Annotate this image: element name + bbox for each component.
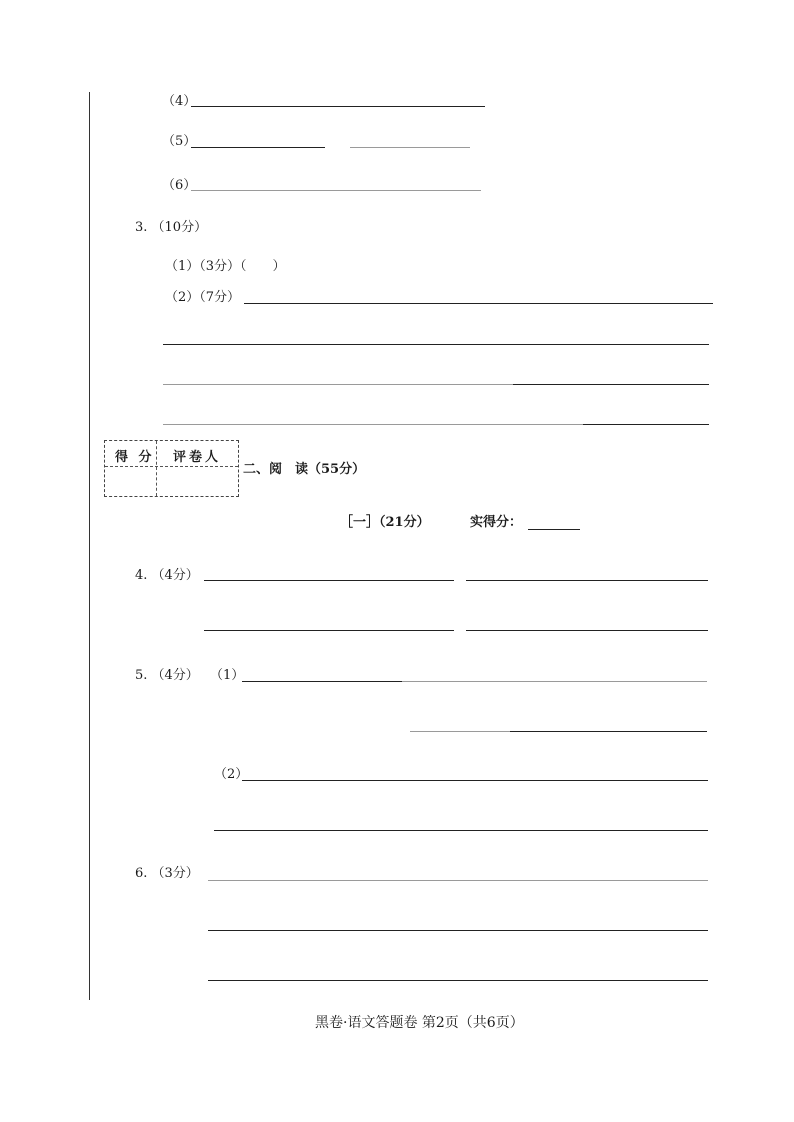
q5-sub2-answer-line-2[interactable]: [214, 830, 708, 831]
score-label: 得 分: [115, 450, 155, 465]
q4-answer-line-2b[interactable]: [466, 630, 708, 631]
q5-sub2-label: （2）: [214, 767, 249, 782]
part-1-title: ［一］（21分）: [340, 515, 430, 530]
q6-answer-line-1[interactable]: [208, 880, 708, 881]
q5-sub1-label: （1）: [210, 668, 245, 683]
q5-label: 5. （4分）: [135, 668, 199, 683]
q2-item-5-label: （5）: [162, 134, 197, 149]
part-1-score-label: 实得分：: [470, 515, 523, 530]
section-2-title: 二、阅 读（55分）: [243, 462, 366, 477]
q3-answer-line-2[interactable]: [163, 344, 709, 345]
q3-label: 3. （10分）: [135, 220, 208, 235]
q4-answer-line-2a[interactable]: [204, 630, 454, 631]
binding-margin-line: [89, 92, 90, 1000]
q6-answer-line-3[interactable]: [208, 980, 708, 981]
grader-label: 评卷人: [173, 450, 222, 465]
q3-answer-line-3b[interactable]: [513, 384, 709, 385]
q3-answer-line-4a[interactable]: [163, 424, 583, 425]
q6-answer-line-2[interactable]: [208, 930, 708, 931]
part-1-score-blank[interactable]: [528, 529, 580, 530]
q2-item-5-answer-line-b[interactable]: [350, 147, 470, 148]
q5-sub1-answer-line-1b[interactable]: [402, 681, 707, 682]
score-box-divider-v: [156, 441, 157, 496]
q2-item-4-label: （4）: [162, 94, 197, 109]
q2-item-6-answer-line[interactable]: [191, 190, 481, 191]
q2-item-5-answer-line-a[interactable]: [191, 147, 325, 148]
score-box-divider-h: [105, 466, 238, 467]
q5-sub2-answer-line-1[interactable]: [242, 780, 708, 781]
q3-sub2-label: （2）（7分）: [165, 290, 241, 305]
score-box: [104, 440, 239, 497]
q2-item-4-answer-line[interactable]: [191, 106, 485, 107]
q5-sub1-answer-line-1a[interactable]: [242, 681, 402, 682]
q4-label: 4. （4分）: [135, 568, 199, 583]
q4-answer-line-1a[interactable]: [204, 580, 454, 581]
q2-item-6-label: （6）: [162, 178, 197, 193]
q3-sub1-label: （1）（3分）（ ）: [165, 259, 286, 274]
q5-sub1-answer-line-2b[interactable]: [510, 731, 707, 732]
q6-label: 6. （3分）: [135, 866, 199, 881]
q5-sub1-answer-line-2a[interactable]: [410, 731, 510, 732]
page-footer: 黑卷·语文答题卷 第2页（共6页）: [315, 1015, 524, 1031]
q3-answer-line-1[interactable]: [244, 303, 713, 304]
q3-answer-line-3a[interactable]: [163, 384, 513, 385]
q4-answer-line-1b[interactable]: [466, 580, 708, 581]
q3-answer-line-4b[interactable]: [583, 424, 709, 425]
